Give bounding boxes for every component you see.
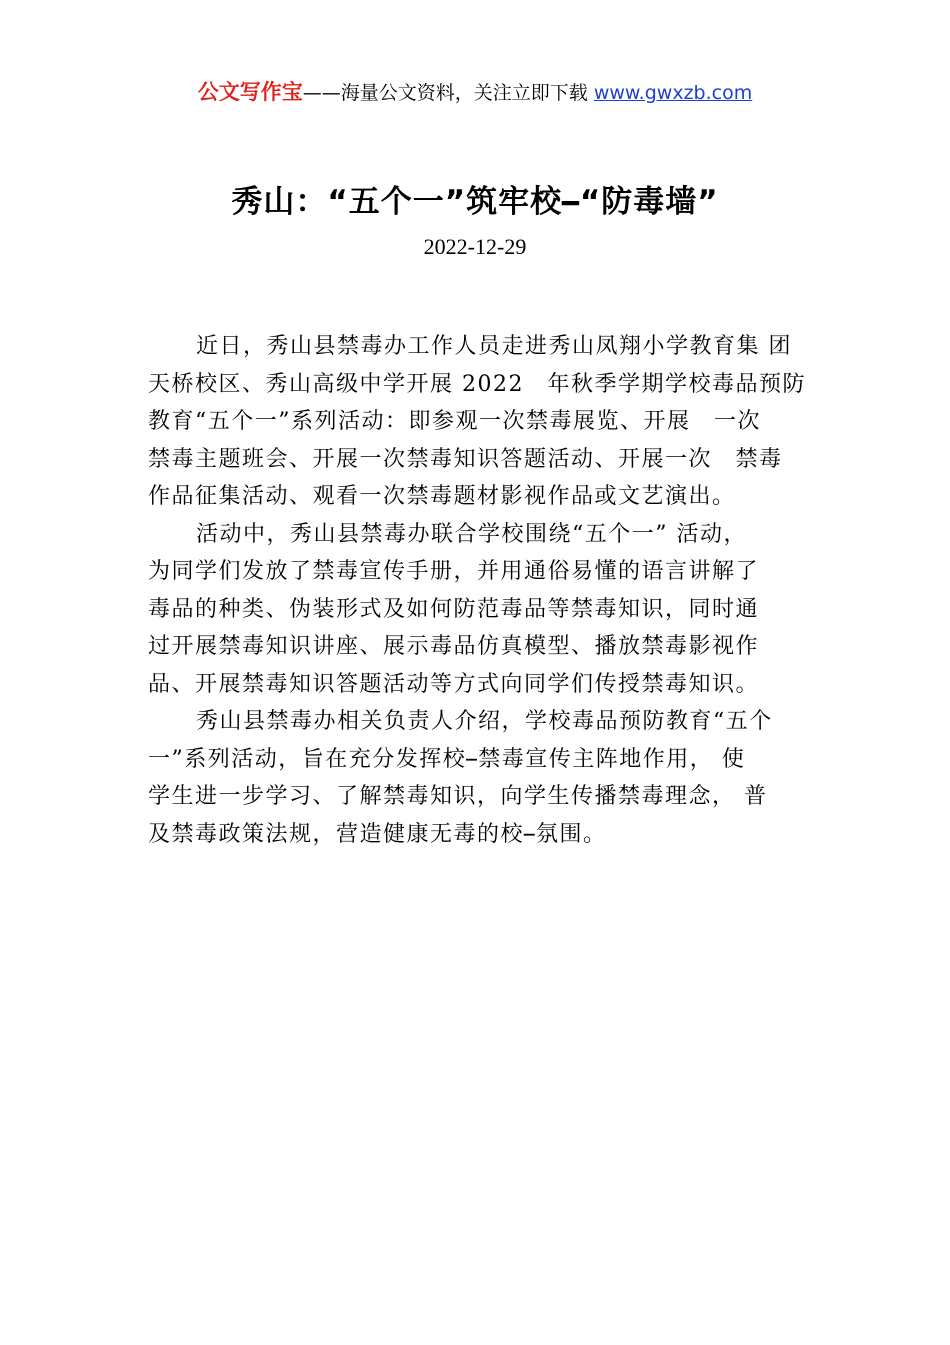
paragraph-line: 及禁毒政策法规，营造健康无毒的校 氛围。 <box>148 821 607 847</box>
paragraph-3 <box>148 703 838 853</box>
paragraph-2 <box>148 516 838 704</box>
document-header <box>0 78 950 107</box>
paragraph-line: 学生进一步学习、了解禁毒知识，向学生传播禁毒理念， 普 <box>148 784 768 809</box>
paragraph-line: 近日，秀山县禁毒办工作人员走进秀山凤翔小学教育集 团 <box>196 334 792 359</box>
paragraph-line: 秀山县禁毒办相关负责人介绍，学校毒品预防教育“五个 <box>196 709 773 734</box>
website-link[interactable]: www.gwxzb.com <box>593 82 753 104</box>
paragraph-line: 过开展禁毒知识讲座、展示毒品仿真模型、播放禁毒影视作 <box>148 634 760 659</box>
paragraph-line: 活动中，秀山县禁毒办联合学校围绕“五个一” 活动， <box>196 521 747 547</box>
paragraph-line: 为同学们发放了禁毒宣传手册，并用通俗易懂的语言讲解了 <box>148 559 760 584</box>
paragraph-line: 禁毒主题班会、开展一次禁毒知识答题活动、开展一次 禁毒 <box>148 446 783 472</box>
paragraph-line: 毒品的种类、伪装形式及如何防范毒品等禁毒知识，同时通 <box>148 596 760 622</box>
article-body <box>148 328 838 853</box>
brand-name: 公文写作宝 <box>197 80 303 104</box>
article-date: 2022-12-29 <box>423 234 527 259</box>
article-title: 秀山：“五个一”筑牢校 “防毒墙” <box>231 184 719 220</box>
paragraph-line: 教育“五个一”系列活动：即参观一次禁毒展览、开展 一次 <box>148 409 761 434</box>
paragraph-line: 品、开展禁毒知识答题活动等方式向同学们传授禁毒知识。 <box>148 671 760 697</box>
paragraph-line: 作品征集活动、观看一次禁毒题材影视作品或文艺演出。 <box>148 484 736 509</box>
paragraph-line: 一”系列活动，旨在充分发挥校 禁毒宣传主阵地作用， 使 <box>148 746 746 772</box>
paragraph-1 <box>148 328 838 516</box>
paragraph-line: 天桥校区、秀山高级中学开展 2022 年秋季学期学校毒品预防 <box>148 371 806 397</box>
header-tagline: ——海量公文资料，关注立即下载 <box>302 82 594 104</box>
